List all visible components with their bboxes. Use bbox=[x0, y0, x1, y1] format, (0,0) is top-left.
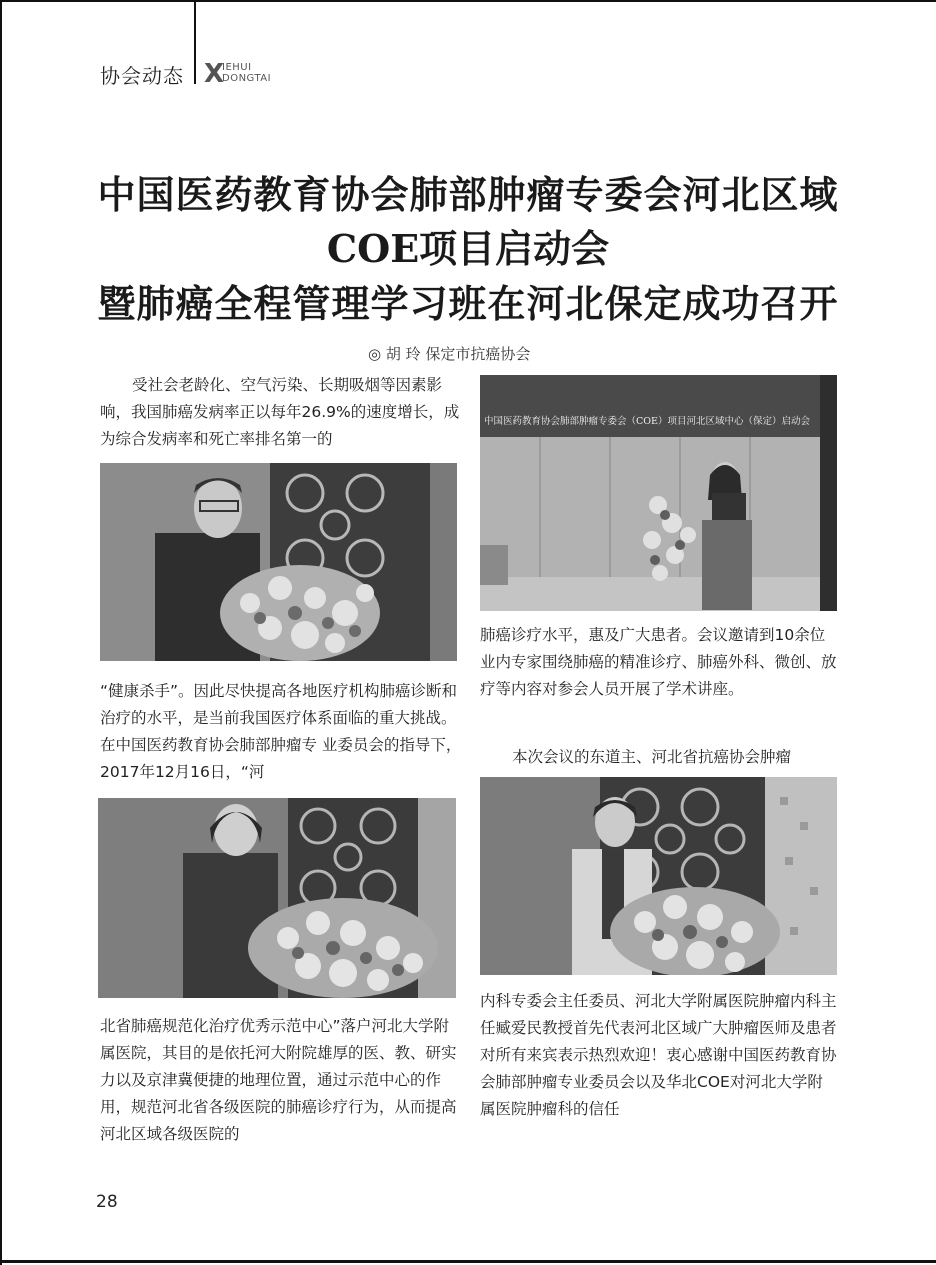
section-pinyin-line1: IEHUI bbox=[222, 62, 252, 73]
photo-host-speaker bbox=[480, 777, 837, 975]
frame-top-border bbox=[0, 0, 936, 2]
paragraph-3: 北省肺癌规范化治疗优秀示范中心”落户河北大学附属医院，其目的是依托河大附院雄厚的医、教、研实力以及京津冀便捷的地理位置，通过示范中心的作用，规范河北省各级医院的肺癌诊疗行为，从而提高河北区域各级医院的 bbox=[100, 1017, 457, 1143]
paragraph-1: 受社会老龄化、空气污染、长期吸烟等因素影响，我国肺癌发病率正以每年26.9%的速度增长，成为综合发病率和死亡率排名第一的 bbox=[100, 376, 460, 448]
paragraph-4: 肺癌诊疗水平，惠及广大患者。会议邀请到10余位业内专家围绕肺癌的精准诊疗、肺癌外科、微创、放疗等内容对参会人员开展了学术讲座。 bbox=[480, 626, 837, 698]
photo-conference-stage bbox=[480, 375, 837, 611]
paragraph-2: “健康杀手”。因此尽快提高各地医疗机构肺癌诊断和治疗的水平，是当前我国医疗体系面临的重大挑战。在中国医药教育协会肺部肿瘤专 业委员会的指导下，2017年12月16日，“河 bbox=[100, 682, 462, 781]
page-number: 28 bbox=[96, 1192, 118, 1212]
article-byline: ◎ 胡 玲 保定市抗癌协会 bbox=[368, 345, 531, 363]
photo-male-speaker bbox=[100, 463, 457, 661]
section-logo-letter: X bbox=[204, 59, 225, 89]
header-divider bbox=[194, 0, 196, 84]
article-title-line3: 暨肺癌全程管理学习班在河北保定成功召开 bbox=[97, 281, 839, 326]
section-title: 协会动态 bbox=[100, 64, 184, 88]
paragraph-6: 内科专委会主任委员、河北大学附属医院肿瘤内科主任臧爱民教授首先代表河北区域广大肿瘤医师及患者对所有来宾表示热烈欢迎！衷心感谢中国医药教育协会肺部肿瘤专业委员会以及华北COE对河北大学附属医院肿瘤科的信任 bbox=[480, 992, 837, 1118]
paragraph-5: 本次会议的东道主、河北省抗癌协会肿瘤 bbox=[512, 748, 792, 766]
conference-banner-text: 中国医药教育协会肺部肿瘤专委会（COE）项目河北区域中心（保定）启动会 bbox=[484, 416, 810, 427]
photo-female-speaker bbox=[98, 798, 456, 998]
article-title-line2: COE项目启动会 bbox=[326, 226, 610, 271]
section-pinyin-line2: DONGTAI bbox=[222, 73, 272, 84]
frame-left-border bbox=[0, 0, 2, 1265]
article-title-line1: 中国医药教育协会肺部肿瘤专委会河北区域 bbox=[97, 172, 839, 217]
frame-bottom-border bbox=[0, 1260, 936, 1263]
